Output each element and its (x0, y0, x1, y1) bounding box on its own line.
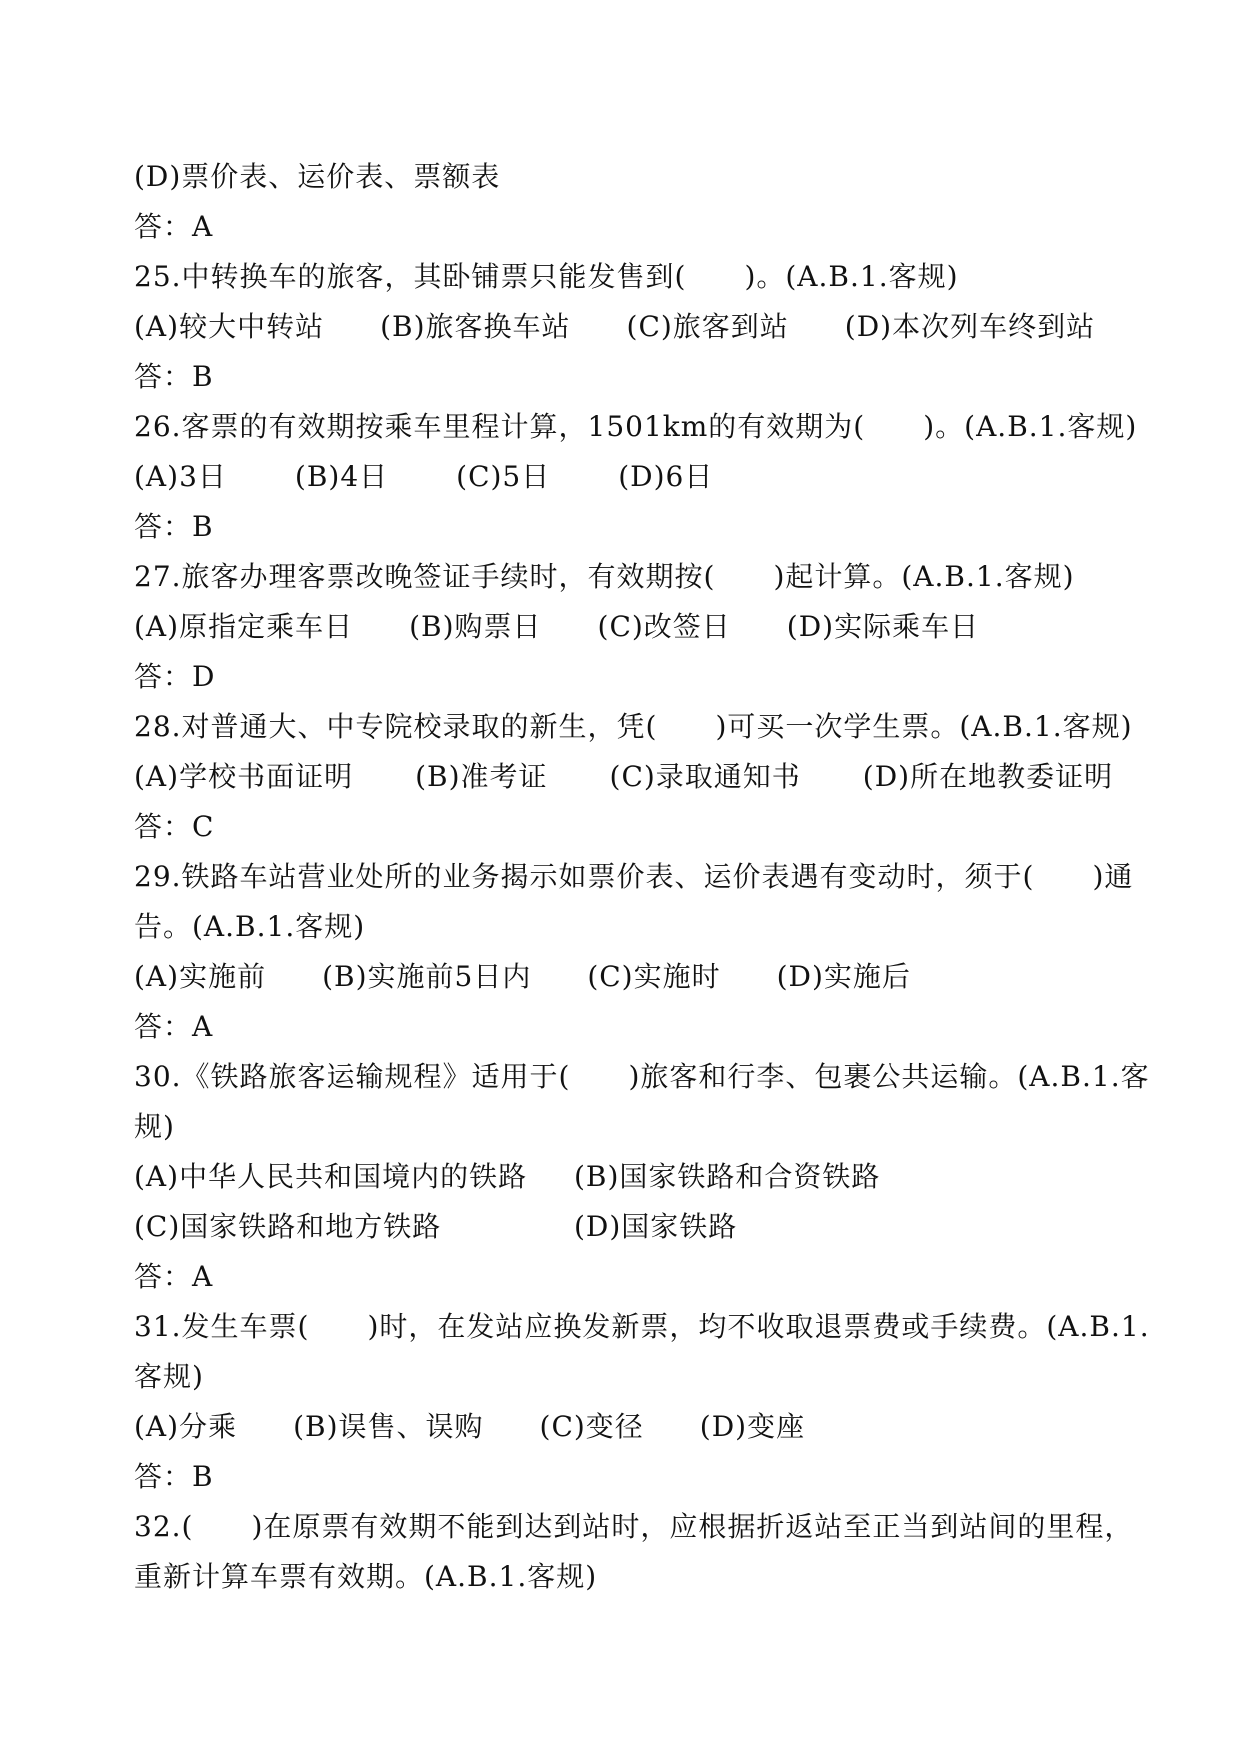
question-30-line-1: 30.《铁路旅客运输规程》适用于( )旅客和行李、包裹公共运输。(A.B.1.客 (134, 1060, 1150, 1093)
options-25 (134, 302, 1134, 352)
option-c: (C)实施时 (587, 960, 721, 993)
option-b: (B)旅客换车站 (380, 310, 571, 343)
option-a: (A)学校书面证明 (134, 760, 354, 793)
question-29-line-1: 29.铁路车站营业处所的业务揭示如票价表、运价表遇有变动时，须于( )通 (134, 860, 1134, 893)
option-a: (A)3日 (134, 460, 227, 493)
option-c: (C)改签日 (597, 610, 731, 643)
options-30-row-2 (134, 1202, 1134, 1252)
option-a: (A)原指定乘车日 (134, 610, 354, 643)
options-28 (134, 752, 1134, 802)
option-b: (B)误售、误购 (293, 1410, 484, 1443)
answer-26: 答：B (134, 510, 214, 543)
option-a: (A)分乘 (134, 1410, 238, 1443)
question-25: 25.中转换车的旅客，其卧铺票只能发售到( )。(A.B.1.客规) (134, 260, 959, 293)
question-31-line-2: 客规) (134, 1360, 204, 1393)
option-line: (D)票价表、运价表、票额表 (134, 160, 501, 193)
option-d: (D)6日 (618, 460, 714, 493)
question-32-line-1: 32.( )在原票有效期不能到达到站时，应根据折返站至正当到站间的里程， (134, 1510, 1134, 1543)
options-31 (134, 1402, 1134, 1452)
option-c: (C)旅客到站 (626, 310, 789, 343)
option-b: (B)准考证 (415, 760, 548, 793)
option-b: (B)国家铁路和合资铁路 (574, 1160, 881, 1193)
question-29-line-2: 告。(A.B.1.客规) (134, 910, 366, 943)
option-c: (C)录取通知书 (609, 760, 801, 793)
question-list (134, 152, 1150, 1602)
option-d: (D)本次列车终到站 (844, 310, 1096, 343)
answer-25: 答：B (134, 360, 214, 393)
option-d: (D)实施后 (776, 960, 911, 993)
options-30-row-1 (134, 1152, 1134, 1202)
options-26 (134, 452, 1134, 502)
option-d: (D)所在地教委证明 (862, 760, 1114, 793)
option-c: (C)国家铁路和地方铁路 (134, 1210, 442, 1243)
question-27: 27.旅客办理客票改晚签证手续时，有效期按( )起计算。(A.B.1.客规) (134, 560, 1075, 593)
option-a: (A)较大中转站 (134, 310, 325, 343)
option-c: (C)5日 (456, 460, 551, 493)
options-27 (134, 602, 1134, 652)
option-d: (D)变座 (699, 1410, 806, 1443)
options-29 (134, 952, 1134, 1002)
option-a: (A)实施前 (134, 960, 267, 993)
question-32-line-2: 重新计算车票有效期。(A.B.1.客规) (134, 1560, 598, 1593)
answer-29: 答：A (134, 1010, 214, 1043)
option-d: (D)国家铁路 (574, 1210, 738, 1243)
answer-31: 答：B (134, 1460, 214, 1493)
option-c: (C)变径 (539, 1410, 644, 1443)
answer-27: 答：D (134, 660, 216, 693)
question-30-line-2: 规) (134, 1110, 175, 1143)
option-d: (D)实际乘车日 (786, 610, 980, 643)
question-26: 26.客票的有效期按乘车里程计算，1501km的有效期为( )。(A.B.1.客规) (134, 410, 1138, 443)
option-b: (B)购票日 (409, 610, 542, 643)
option-a: (A)中华人民共和国境内的铁路 (134, 1160, 528, 1193)
answer-28: 答：C (134, 810, 215, 843)
answer-30: 答：A (134, 1260, 214, 1293)
option-b: (B)实施前5日内 (322, 960, 532, 993)
answer-line: 答：A (134, 210, 214, 243)
question-28: 28.对普通大、中专院校录取的新生，凭( )可买一次学生票。(A.B.1.客规) (134, 710, 1133, 743)
option-b: (B)4日 (294, 460, 389, 493)
question-31-line-1: 31.发生车票( )时，在发站应换发新票，均不收取退票费或手续费。(A.B.1. (134, 1310, 1150, 1343)
